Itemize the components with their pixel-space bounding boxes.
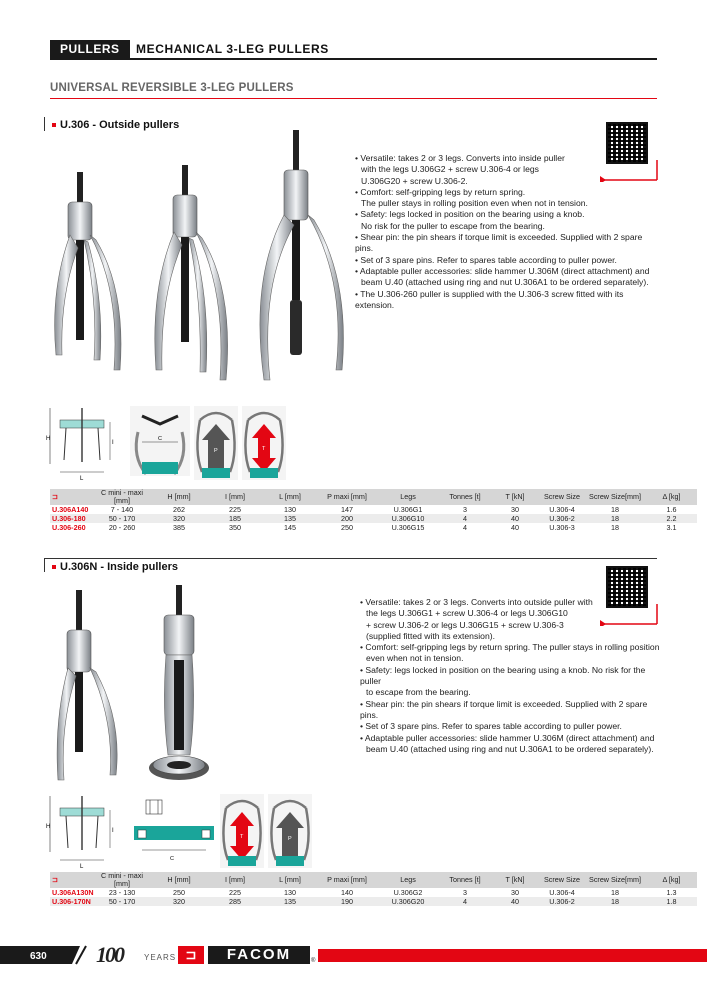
dim-l-label: L — [80, 864, 84, 870]
dim-p-label: P — [214, 448, 218, 454]
facom-logo-icon: ⊐ — [178, 946, 204, 964]
feature-item: • Versatile: takes 2 or 3 legs. Converts into inside puller — [355, 153, 565, 163]
feature-item: • Adaptable puller accessories: slide hammer U.306M (direct attachment) and — [360, 732, 655, 743]
facom-logo-icon: ⊐ — [50, 489, 94, 505]
traction-diagram — [220, 794, 264, 868]
product-title-text: U.306 - Outside pullers — [60, 119, 180, 131]
dim-h-label: H — [46, 436, 51, 442]
dim-h-label: H — [46, 824, 51, 830]
brand-name: FACOM — [208, 946, 310, 964]
section-rule — [50, 98, 657, 99]
page-number-tab — [0, 944, 90, 966]
table-row: U.306-180 50 - 170 320 185 135 200 U.306G10 4 40 U.306-2 18 2.2 — [50, 514, 697, 523]
dim-p-label: P — [288, 836, 292, 842]
feature-item: • Safety: legs locked in position on the bearing using a knob. — [355, 209, 585, 220]
feature-item: • The U.306-260 puller is supplied with the U.306-3 screw fitted with its extension. — [355, 288, 624, 310]
table-header-row: ⊐ C mini - maxi [mm] H [mm] I [mm] L [mm] P maxi [mm] Legs Tonnes [t] T [kN] Screw Size Screw Size[mm] Δ [kg] — [50, 872, 697, 888]
bullet-square-icon — [52, 565, 56, 569]
footer-red-bar — [318, 949, 707, 962]
feature-item: • Shear pin: the pin shears if torque limit is exceeded. Supplied with 2 spare pins. — [360, 698, 648, 720]
dimension-drawing — [46, 408, 114, 482]
feature-item: • Comfort: self-gripping legs by return spring. — [355, 186, 526, 197]
hundred-years-logo: 100 — [96, 942, 123, 967]
features-list: • Versatile: takes 2 or 3 legs. Converts into inside puller with the legs U.306G2 + screw U.306-4 or legs U.306G20 + screw U.306-2. • Comfort: self-gripping legs by return spring. The puller stays in rolling position even when not in tension. • Safety: legs locked in position on the bearing using a knob. No risk for the puller to escape from the bearing. • Shear pin: the pin shears if torque limit is exceeded. Supplied with 2 spare pins. • Set of 3 spare pins. Refer to spares table according to puller power. • Adaptable puller accessories: slide hammer U.306M (direct attachment) and beam U.40 (attached using ring and nut U.306A1 to be ordered separately). • The U.306-260 puller is supplied with the U.306-3 screw fitted with its extension. — [355, 153, 660, 311]
table-row: U.306-260 20 - 260 385 350 145 250 U.306G15 4 40 U.306-3 18 3.1 — [52, 523, 677, 532]
registered-mark: ® — [311, 958, 316, 964]
feature-item: • Safety: legs locked in position on the bearing using a knob. No risk for the puller — [360, 664, 646, 687]
years-word: YEARS — [144, 953, 177, 962]
features-list: • Versatile: takes 2 or 3 legs. Converts into outside puller with the legs U.306G1 + screw U.306-4 or legs U.306G10 + screw U.306-2 or legs U.306G15 + screw U.306-3 (supplied fitted with its extension). • Comfort: self-gripping legs by return spring. The puller stays in rolling position even when not in tension. • Safety: legs locked in position on the bearing using a knob. No risk for the puller to escape from the bearing. • Shear pin: the pin shears if torque limit is exceeded. Supplied with 2 spare pins. • Set of 3 spare pins. Refer to spares table according to puller power. • Adaptable puller accessories: slide hammer U.306M (direct attachment) and beam U.40 (attached using ring and nut U.306A1 to be ordered separately). — [360, 597, 660, 754]
header-rule — [50, 58, 657, 60]
feature-item: • Comfort: self-gripping legs by return spring. The puller stays in rolling position — [360, 642, 660, 653]
dim-c-label: C — [158, 436, 162, 442]
dim-t-label: T — [240, 834, 244, 840]
bullet-square-icon — [52, 123, 56, 127]
pressure-diagram — [194, 406, 238, 480]
capacity-diagram — [130, 796, 216, 862]
capacity-diagram — [130, 406, 190, 476]
feature-item: • Set of 3 spare pins. Refer to spares table according to puller power. — [360, 721, 622, 732]
dimension-diagrams — [42, 790, 312, 872]
feature-item: • Versatile: takes 2 or 3 legs. Converts into outside puller with — [360, 597, 593, 607]
product-title — [52, 561, 178, 573]
dim-i-label: I — [112, 828, 114, 834]
facom-logo-icon: ⊐ — [50, 872, 94, 888]
inside-pullers-photo — [50, 580, 250, 790]
dimension-drawing — [46, 796, 114, 870]
page-number: 630 — [30, 951, 47, 962]
page-title: MECHANICAL 3-LEG PULLERS — [136, 42, 329, 56]
category-tab: PULLERS — [50, 40, 130, 58]
feature-item: • Shear pin: the pin shears if torque limit is exceeded. Supplied with 2 spare pins. — [355, 232, 643, 254]
dim-l-label: L — [80, 476, 84, 482]
table-row: U.306A130N 23 - 130 250 225 130 140 U.306G2 3 30 U.306-4 18 1.3 — [52, 888, 677, 897]
section-title: UNIVERSAL REVERSIBLE 3-LEG PULLERS — [50, 82, 294, 94]
dim-t-label: T — [262, 446, 266, 452]
outside-pullers-photo — [50, 130, 350, 385]
table-header-row: ⊐ C mini - maxi [mm] H [mm] I [mm] L [mm] P maxi [mm] Legs Tonnes [t] T [kN] Screw Size Screw Size[mm] Δ [kg] — [50, 489, 697, 505]
traction-diagram — [242, 406, 286, 480]
section-rule-2 — [44, 558, 657, 559]
feature-item: • Adaptable puller accessories: slide hammer U.306M (direct attachment) and — [355, 265, 650, 276]
product-title-text: U.306N - Inside pullers — [60, 561, 178, 573]
dim-c-label: C — [170, 856, 174, 862]
spec-table — [50, 872, 697, 906]
table-row: U.306-170N 50 - 170 320 285 135 190 U.306G20 4 40 U.306-2 18 1.8 — [50, 897, 697, 906]
pressure-diagram — [268, 794, 312, 868]
dimension-diagrams — [42, 402, 312, 484]
feature-item: • Set of 3 spare pins. Refer to spares table according to puller power. — [355, 254, 617, 265]
dim-i-label: I — [112, 440, 114, 446]
table-row: U.306A140 7 - 140 262 225 130 147 U.306G1 3 30 U.306-4 18 1.6 — [52, 505, 677, 514]
spec-table — [50, 489, 697, 532]
